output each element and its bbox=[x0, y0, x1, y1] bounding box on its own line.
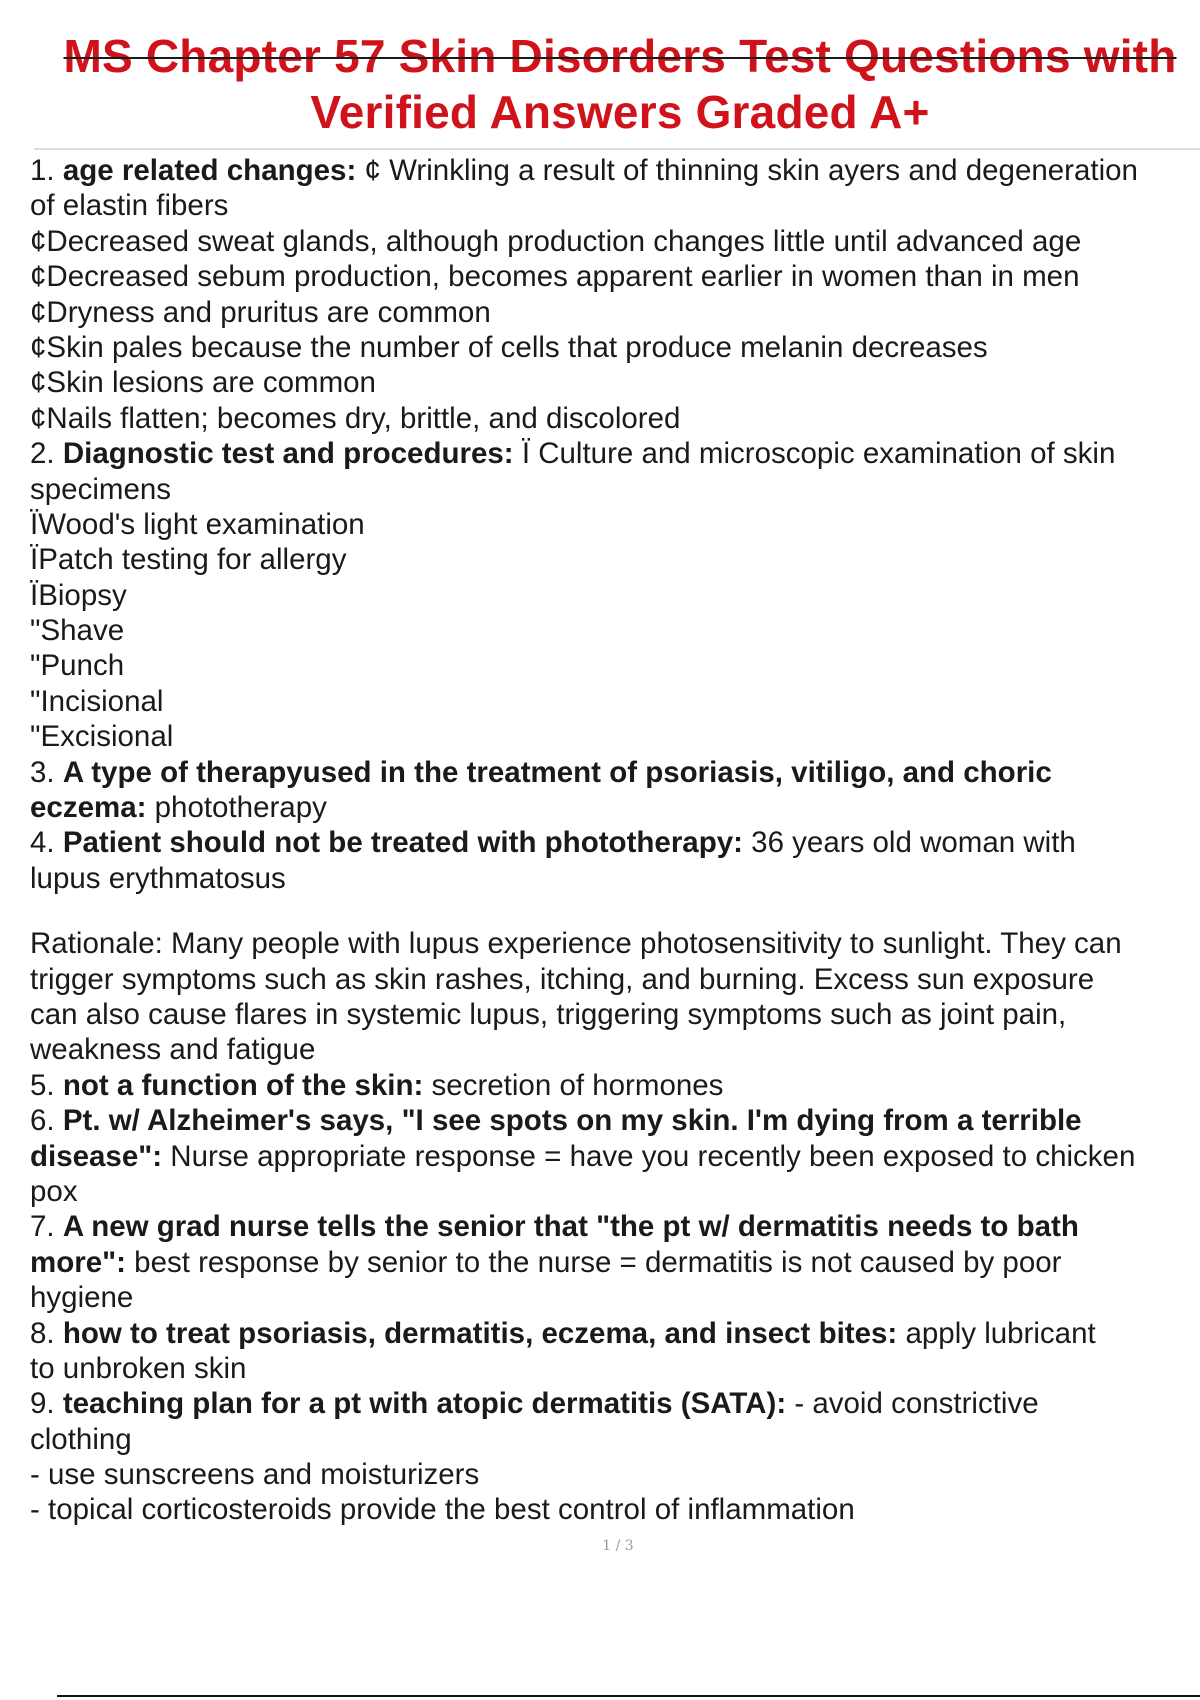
answer-bullet: ¢Dryness and pruritus are common bbox=[30, 295, 491, 329]
item-question-continued bbox=[30, 1139, 1200, 1174]
item-answer-continued: pox bbox=[30, 1174, 78, 1208]
list-item bbox=[30, 1209, 1200, 1244]
list-item bbox=[30, 436, 1200, 471]
answer-bullet: ¢Decreased sebum production, becomes apparent earlier in women than in men bbox=[30, 260, 1080, 294]
list-item bbox=[30, 825, 1200, 860]
item-answer: Nurse appropriate response = have you recently been exposed to chicken bbox=[170, 1139, 1136, 1173]
title-line-2: Verified Answers Graded A+ bbox=[310, 86, 930, 138]
list-item bbox=[30, 1386, 1200, 1421]
item-question: age related changes: bbox=[62, 154, 357, 187]
page-indicator: 1 / 3 bbox=[602, 1538, 634, 1554]
answer-bullet: ¢Decreased sweat glands, although production changes little until advanced age bbox=[30, 224, 1082, 258]
title-line-1: MS Chapter 57 Skin Disorders Test Questions with bbox=[63, 30, 1177, 82]
item-question: not a function of the skin: bbox=[62, 1068, 424, 1102]
item-question: teaching plan for a pt with atopic dermatitis (SATA): bbox=[62, 1387, 787, 1421]
title-divider bbox=[34, 148, 1200, 150]
item-question: A new grad nurse tells the senior that "the pt w/ dermatitis needs to bath bbox=[62, 1210, 1079, 1244]
item-answer-continued: to unbroken skin bbox=[30, 1351, 247, 1385]
item-question-end: disease": bbox=[30, 1139, 163, 1173]
item-number: 5. bbox=[30, 1068, 55, 1102]
item-question-continued bbox=[30, 1245, 1200, 1280]
answer-bullet: ÏBiopsy bbox=[30, 578, 127, 612]
item-number: 4. bbox=[30, 826, 55, 860]
answer-bullet: "Excisional bbox=[30, 720, 174, 754]
item-answer: ¢ Wrinkling a result of thinning skin ayers and degeneration bbox=[364, 154, 1138, 187]
list-item bbox=[30, 1103, 1200, 1138]
list-item bbox=[30, 153, 1200, 188]
answer-bullet: ¢Skin pales because the number of cells that produce melanin decreases bbox=[30, 330, 988, 364]
item-question: A type of therapyused in the treatment of psoriasis, vitiligo, and choric bbox=[62, 755, 1052, 789]
item-question: how to treat psoriasis, dermatitis, eczema, and insect bites: bbox=[62, 1316, 898, 1350]
item-question-end: more": bbox=[30, 1245, 126, 1279]
item-number: 7. bbox=[30, 1210, 55, 1244]
rationale-line: trigger symptoms such as skin rashes, itching, and burning. Excess sun exposure bbox=[30, 962, 1095, 996]
item-answer-continued: lupus erythmatosus bbox=[30, 861, 286, 895]
item-answer: 36 years old woman with bbox=[751, 826, 1076, 860]
answer-bullet: - topical corticosteroids provide the best control of inflammation bbox=[30, 1493, 855, 1527]
item-question: Pt. w/ Alzheimer's says, "I see spots on my skin. I'm dying from a terrible bbox=[62, 1104, 1082, 1138]
page-bottom-divider bbox=[57, 1695, 1200, 1697]
item-question: Patient should not be treated with phototherapy: bbox=[62, 826, 743, 860]
item-question: Diagnostic test and procedures: bbox=[62, 437, 514, 471]
item-answer-continued: of elastin fibers bbox=[30, 189, 229, 223]
item-question-continued bbox=[30, 790, 1200, 825]
list-item bbox=[30, 1068, 1200, 1103]
item-answer-continued: hygiene bbox=[30, 1281, 134, 1315]
rationale-line: weakness and fatigue bbox=[30, 1033, 316, 1067]
item-number: 6. bbox=[30, 1104, 55, 1138]
answer-bullet: "Punch bbox=[30, 649, 125, 683]
item-number: 3. bbox=[30, 755, 55, 789]
answer-bullet: "Incisional bbox=[30, 684, 164, 718]
question-list bbox=[30, 153, 1200, 1528]
item-answer: - avoid constrictive bbox=[794, 1387, 1039, 1421]
answer-bullet: ÏPatch testing for allergy bbox=[30, 543, 347, 577]
rationale-line: Rationale: Many people with lupus experience photosensitivity to sunlight. They can bbox=[30, 927, 1122, 961]
item-number: 1. bbox=[30, 154, 55, 187]
rationale-line: can also cause flares in systemic lupus, triggering symptoms such as joint pain, bbox=[30, 997, 1067, 1031]
list-item bbox=[30, 1316, 1200, 1351]
item-answer-continued: specimens bbox=[30, 472, 172, 506]
item-answer: apply lubricant bbox=[905, 1316, 1096, 1350]
answer-bullet: "Shave bbox=[30, 614, 125, 648]
item-number: 9. bbox=[30, 1387, 55, 1421]
answer-bullet: - use sunscreens and moisturizers bbox=[30, 1458, 480, 1492]
item-answer: secretion of hormones bbox=[431, 1068, 724, 1102]
answer-bullet: ÏWood's light examination bbox=[30, 507, 365, 541]
answer-bullet: ¢Nails flatten; becomes dry, brittle, and discolored bbox=[30, 401, 681, 435]
answer-bullet: ¢Skin lesions are common bbox=[30, 366, 376, 400]
item-question-end: eczema: bbox=[30, 791, 147, 825]
item-answer: best response by senior to the nurse = dermatitis is not caused by poor bbox=[134, 1245, 1062, 1279]
item-answer: phototherapy bbox=[154, 791, 327, 825]
paragraph-gap bbox=[30, 896, 1200, 926]
item-number: 2. bbox=[30, 437, 55, 471]
item-answer-continued: clothing bbox=[30, 1422, 132, 1456]
item-number: 8. bbox=[30, 1316, 55, 1350]
document-title bbox=[0, 28, 1200, 140]
item-answer: Ï Culture and microscopic examination of skin bbox=[521, 437, 1116, 471]
list-item bbox=[30, 755, 1200, 790]
